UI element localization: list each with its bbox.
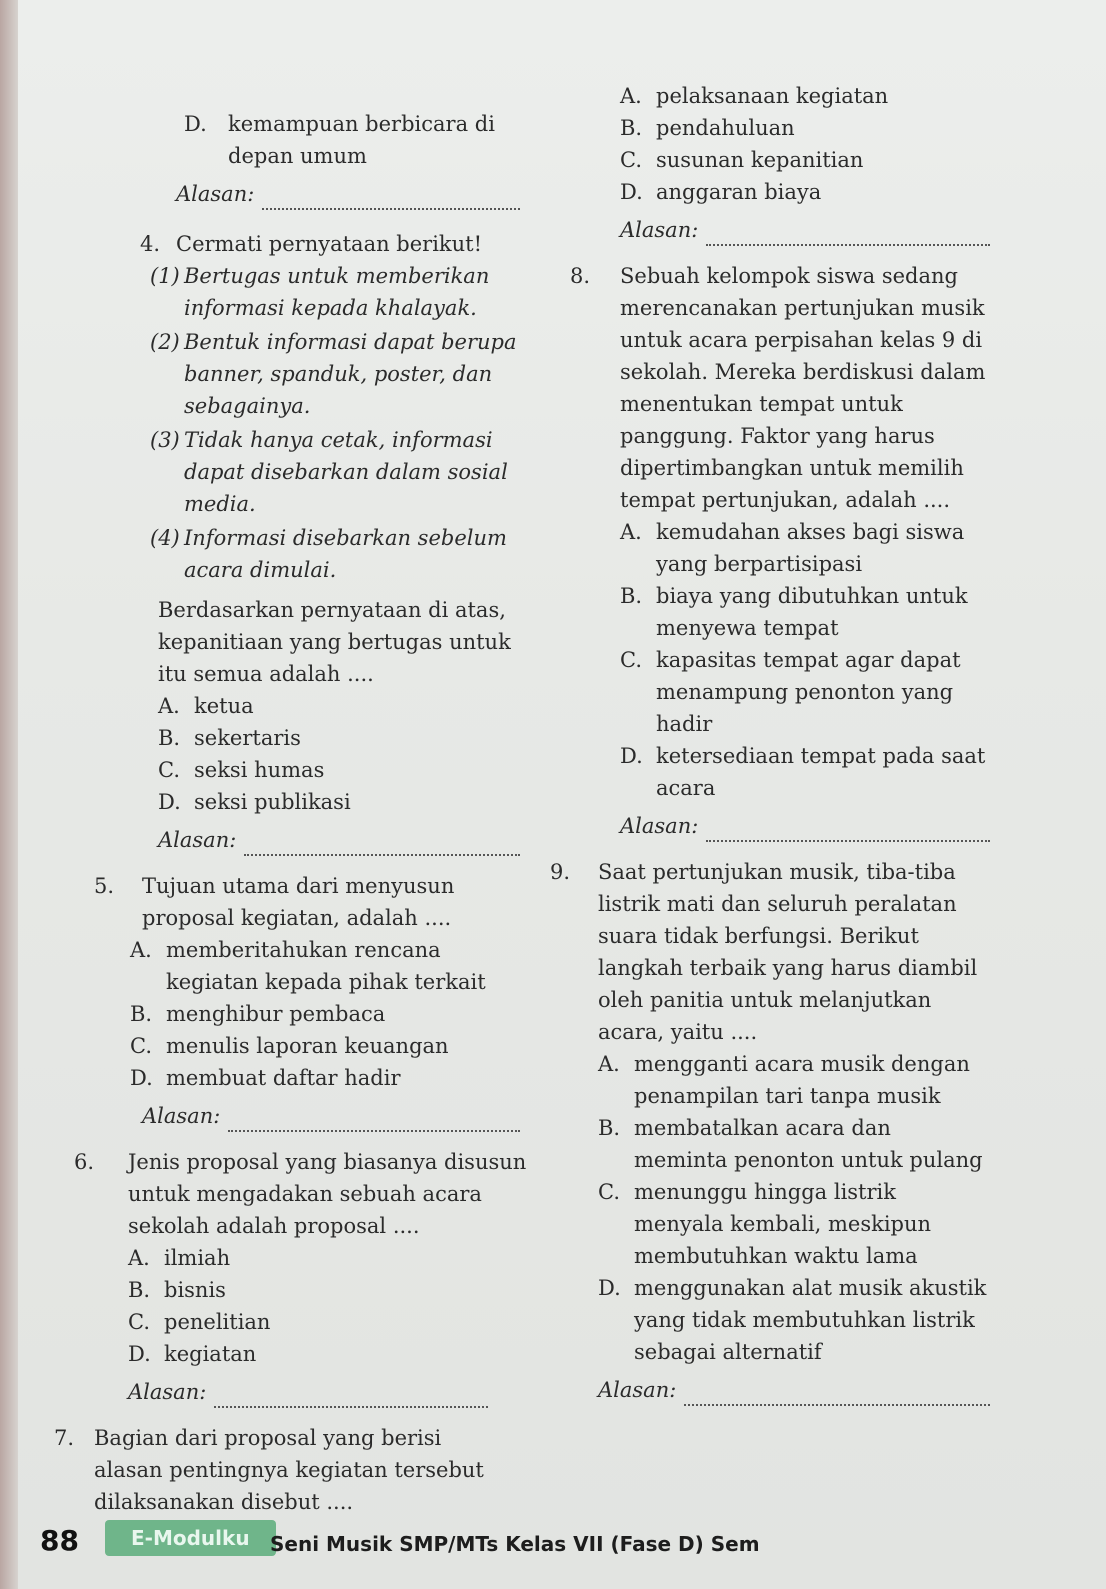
alasan-answer-line[interactable] [262, 188, 520, 210]
option-letter: D. [184, 112, 207, 136]
question-intro: Cermati pernyataan berikut! [176, 232, 483, 256]
question-6 [74, 1146, 530, 1408]
alasan-answer-line[interactable] [706, 820, 990, 842]
q4-alasan [158, 824, 520, 856]
statement-number: (2) [150, 330, 180, 354]
option-c[interactable] [158, 754, 520, 786]
page-number: 88 [40, 1524, 79, 1557]
option-text: menghibur pembaca [166, 1002, 386, 1026]
question-8 [570, 260, 990, 842]
statement-2 [140, 326, 520, 422]
option-a[interactable] [128, 1242, 530, 1274]
statement-text: Bentuk informasi dapat berupa banner, spanduk, poster, dan sebagainya. [184, 330, 517, 418]
option-letter: A. [130, 938, 152, 962]
question-7 [54, 1422, 510, 1518]
option-text: ilmiah [164, 1246, 231, 1270]
alasan-answer-line[interactable] [706, 224, 990, 246]
statement-number: (4) [150, 526, 180, 550]
option-text: seksi humas [194, 758, 325, 782]
option-letter: D. [130, 1066, 153, 1090]
option-text: kemudahan akses bagi siswa yang berpartisipasi [656, 520, 965, 576]
option-b[interactable] [598, 1112, 990, 1176]
alasan-answer-line[interactable] [228, 1110, 520, 1132]
option-letter: C. [128, 1310, 150, 1334]
option-letter: B. [130, 1002, 153, 1026]
option-letter: B. [158, 726, 181, 750]
statement-text: Bertugas untuk memberikan informasi kepada khalayak. [184, 264, 490, 320]
option-letter: C. [598, 1180, 620, 1204]
option-letter: B. [620, 584, 643, 608]
question-stem: Saat pertunjukan musik, tiba-tiba listrik mati dan seluruh peralatan suara tidak berfungsi. Berikut langkah terbaik yang harus diambil oleh panitia untuk melanjutkan acara, yaitu .... [598, 860, 978, 1044]
alasan-label: Alasan: [158, 828, 237, 852]
question-number: 8. [570, 264, 591, 288]
option-a[interactable] [598, 1048, 990, 1112]
statement-1 [140, 260, 520, 324]
option-letter: A. [620, 520, 642, 544]
q9-alasan [598, 1374, 990, 1406]
q3-option-d[interactable] [140, 108, 520, 172]
option-c[interactable] [620, 644, 990, 740]
option-c[interactable] [130, 1030, 520, 1062]
option-letter: D. [158, 790, 181, 814]
alasan-label: Alasan: [128, 1380, 207, 1404]
option-text: menggunakan alat musik akustik yang tidak membutuhkan listrik sebagai alternatif [634, 1276, 987, 1364]
statement-number: (1) [150, 264, 180, 288]
option-letter: D. [128, 1342, 151, 1366]
option-letter: A. [158, 694, 180, 718]
option-a[interactable] [130, 934, 520, 998]
question-stem: Tujuan utama dari menyusun proposal kegiatan, adalah .... [142, 874, 455, 930]
option-text: penelitian [164, 1310, 271, 1334]
alasan-answer-line[interactable] [244, 834, 520, 856]
option-a[interactable] [158, 690, 520, 722]
question-9 [550, 856, 990, 1406]
page-footer [0, 1510, 1106, 1570]
option-text: mengganti acara musik dengan penampilan tari tanpa musik [634, 1052, 970, 1108]
statement-text: Tidak hanya cetak, informasi dapat disebarkan dalam sosial media. [184, 428, 508, 516]
question-number: 7. [54, 1426, 75, 1450]
question-stem: Berdasarkan pernyataan di atas, kepanitiaan yang bertugas untuk itu semua adalah .... [158, 598, 511, 686]
q7-option-c[interactable] [620, 144, 990, 176]
option-c[interactable] [598, 1176, 990, 1272]
option-d[interactable] [620, 740, 990, 804]
option-text: anggaran biaya [656, 180, 822, 204]
alasan-answer-line[interactable] [684, 1384, 990, 1406]
question-number: 9. [550, 860, 571, 884]
option-text: kemampuan berbicara di depan umum [228, 112, 495, 168]
statement-4 [140, 522, 520, 586]
option-letter: B. [128, 1278, 151, 1302]
option-text: bisnis [164, 1278, 226, 1302]
module-badge: E-Modulku [105, 1520, 276, 1556]
question-5 [94, 870, 520, 1132]
alasan-label: Alasan: [598, 1378, 677, 1402]
question-4 [140, 228, 520, 856]
q7-option-d[interactable] [620, 176, 990, 208]
option-a[interactable] [620, 516, 990, 580]
question-stem: Bagian dari proposal yang berisi alasan pentingnya kegiatan tersebut dilaksanakan disebut .... [94, 1426, 484, 1514]
option-text: kegiatan [164, 1342, 257, 1366]
option-text: susunan kepanitian [656, 148, 864, 172]
statement-number: (3) [150, 428, 180, 452]
option-letter: D. [620, 180, 643, 204]
option-text: ketersediaan tempat pada saat acara [656, 744, 986, 800]
alasan-answer-line[interactable] [214, 1386, 488, 1408]
option-text: biaya yang dibutuhkan untuk menyewa tempat [656, 584, 968, 640]
statement-text: Informasi disebarkan sebelum acara dimulai. [184, 526, 507, 582]
option-letter: D. [598, 1276, 621, 1300]
option-text: ketua [194, 694, 254, 718]
q5-alasan [130, 1100, 520, 1132]
q3-alasan [176, 178, 520, 210]
alasan-label: Alasan: [620, 814, 699, 838]
statement-3 [140, 424, 520, 520]
option-letter: A. [598, 1052, 620, 1076]
option-text: pelaksanaan kegiatan [656, 84, 889, 108]
option-letter: C. [620, 648, 642, 672]
question-stem: Sebuah kelompok siswa sedang merencanakan pertunjukan musik untuk acara perpisahan kelas 9 di sekolah. Mereka berdiskusi dalam menentukan tempat untuk panggung. Faktor yang harus dipertimbangkan untuk memilih tempat pertunjukan, adalah .... [620, 264, 986, 512]
option-letter: A. [128, 1246, 150, 1270]
option-text: sekertaris [194, 726, 301, 750]
q8-alasan [620, 810, 990, 842]
option-text: memberitahukan rencana kegiatan kepada pihak terkait [166, 938, 486, 994]
option-letter: C. [158, 758, 180, 782]
option-letter: C. [130, 1034, 152, 1058]
option-letter: D. [620, 744, 643, 768]
option-text: kapasitas tempat agar dapat menampung penonton yang hadir [656, 648, 961, 736]
book-title: Seni Musik SMP/MTs Kelas VII (Fase D) Sem [270, 1532, 760, 1556]
option-d[interactable] [130, 1062, 520, 1094]
option-letter: B. [598, 1116, 621, 1140]
question-number: 5. [94, 874, 115, 898]
q7-option-a[interactable] [620, 80, 990, 112]
option-letter: C. [620, 148, 642, 172]
alasan-label: Alasan: [142, 1104, 221, 1128]
page-edge [0, 0, 18, 1589]
question-number: 6. [74, 1150, 95, 1174]
question-number: 4. [140, 232, 161, 256]
option-c[interactable] [128, 1306, 530, 1338]
option-letter: B. [620, 116, 643, 140]
option-text: membuat daftar hadir [166, 1066, 401, 1090]
q6-alasan [110, 1376, 488, 1408]
option-text: menulis laporan keuangan [166, 1034, 449, 1058]
option-text: menunggu hingga listrik menyala kembali, meskipun membutuhkan waktu lama [634, 1180, 932, 1268]
option-text: membatalkan acara dan meminta penonton untuk pulang [634, 1116, 983, 1172]
option-text: seksi publikasi [194, 790, 351, 814]
option-b[interactable] [158, 722, 520, 754]
option-text: pendahuluan [656, 116, 795, 140]
option-letter: A. [620, 84, 642, 108]
option-d[interactable] [158, 786, 520, 818]
option-b[interactable] [130, 998, 520, 1030]
right-column [550, 80, 990, 1406]
option-d[interactable] [598, 1272, 990, 1368]
question-stem: Jenis proposal yang biasanya disusun untuk mengadakan sebuah acara sekolah adalah proposal .... [128, 1150, 527, 1238]
alasan-label: Alasan: [176, 182, 255, 206]
option-b[interactable] [620, 580, 990, 644]
option-d[interactable] [128, 1338, 530, 1370]
q7-option-b[interactable] [620, 112, 990, 144]
option-b[interactable] [128, 1274, 530, 1306]
alasan-label: Alasan: [620, 218, 699, 242]
left-column [54, 108, 527, 1518]
q7-alasan [620, 214, 990, 246]
